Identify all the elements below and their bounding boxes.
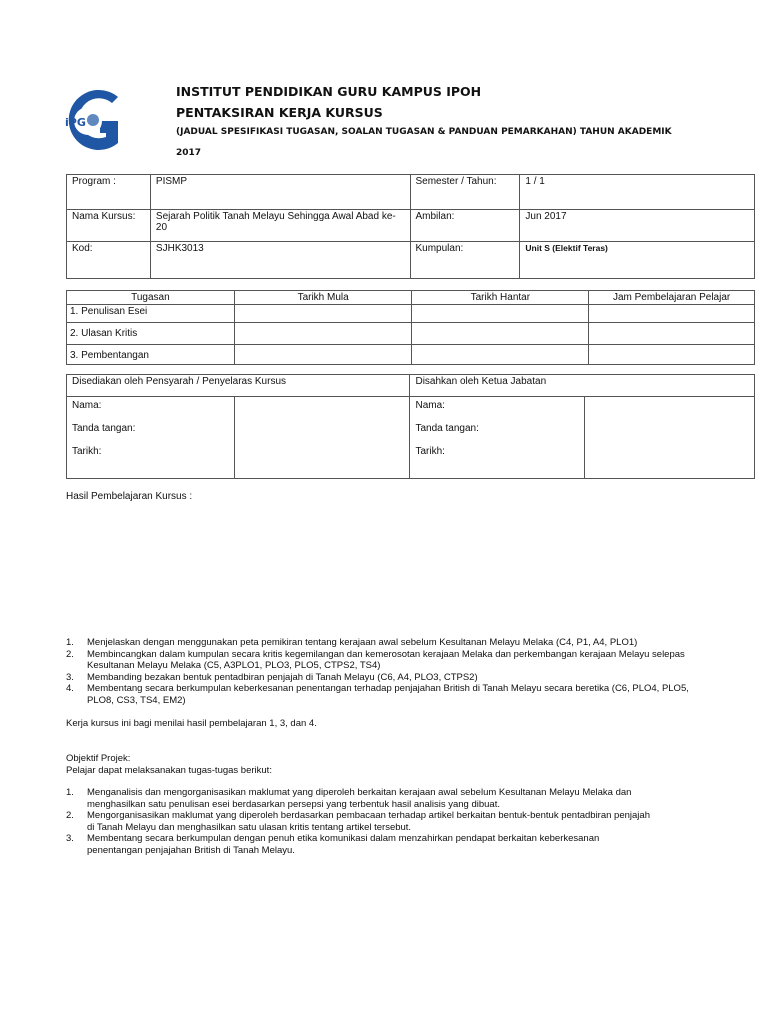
header-task: Tugasan (67, 291, 235, 305)
ipg-logo (60, 85, 126, 155)
list-item: 1. Menganalisis dan mengorganisasikan maklumat yang diperoleh berkaitan kerajaan awal sebelum Kesultanan Melayu Melaka dan menghasilkan satu penulisan esei berdasarkan persepsi yang terbentuk hasil analisis yang dibuat. (66, 787, 632, 810)
semester-value: 1 / 1 (520, 175, 755, 210)
program-label: Program : (67, 175, 151, 210)
outcomes-list (66, 637, 706, 706)
document-title: PENTAKSIRAN KERJA KURSUS (176, 105, 383, 120)
course-label: Nama Kursus: (67, 210, 151, 242)
signature-label: Tanda tangan: (415, 423, 479, 434)
group-label: Kumpulan: (410, 242, 520, 279)
head-signature-block (410, 397, 585, 479)
semester-label: Semester / Tahun: (410, 175, 520, 210)
date-label: Tarikh: (72, 446, 102, 457)
prepared-by-label: Disediakan oleh Pensyarah / Penyelaras Kursus (67, 375, 410, 397)
header-learning-hours: Jam Pembelajaran Pelajar (589, 291, 755, 305)
institution-name: INSTITUT PENDIDIKAN GURU KAMPUS IPOH (176, 84, 482, 99)
name-label: Nama: (415, 400, 445, 411)
task-essay: 1. Penulisan Esei (67, 305, 235, 323)
header-submit-date: Tarikh Hantar (412, 291, 589, 305)
program-value: PISMP (150, 175, 410, 210)
code-value: SJHK3013 (150, 242, 410, 279)
logo-text: iPG (65, 116, 86, 129)
group-value: Unit S (Elektif Teras) (520, 242, 755, 279)
outcomes-heading: Hasil Pembelajaran Kursus : (66, 491, 193, 502)
list-item: 3. Membentang secara berkumpulan dengan penuh etika komunikasi dalam menzahirkan pendapat berkaitan keberkesanan penentangan penjajahan British di Tanah Melayu. (66, 833, 600, 856)
document-subtitle: (JADUAL SPESIFIKASI TUGASAN, SOALAN TUGASAN & PANDUAN PEMARKAHAN) TAHUN AKADEMIK (176, 127, 672, 137)
header-start-date: Tarikh Mula (234, 291, 412, 305)
objective-list (66, 787, 656, 856)
date-label: Tarikh: (415, 446, 445, 457)
list-item: 2. Mengorganisasikan maklumat yang diperoleh berdasarkan pembacaan terhadap artikel berkaitan bentuk-bentuk pentadbiran penjajah di Tanah Melayu dan menghasilkan satu ulasan kritis tentang artikel tersebut. (66, 810, 650, 833)
intake-label: Ambilan: (410, 210, 520, 242)
signature-label: Tanda tangan: (72, 423, 136, 434)
course-info-table (66, 174, 755, 279)
list-item: 2. Membincangkan dalam kumpulan secara kritis kegemilangan dan kemerosotan kerajaan Melaka dan perkembangan kerajaan Melayu selepas Kesultanan Melayu Melaka (C5, A3PLO1, PLO3, PLO5, CTPS2, TS4) (66, 648, 685, 671)
name-label: Nama: (72, 400, 102, 411)
objective-heading: Objektif Projek: (66, 753, 131, 764)
approval-table (66, 374, 755, 479)
course-value: Sejarah Politik Tanah Melayu Sehingga Awal Abad ke-20 (150, 210, 410, 242)
lecturer-signature-block (67, 397, 235, 479)
list-item: 4. Membentang secara berkumpulan keberkesanan penentangan terhadap penjajahan British di Tanah Melayu secara beretika (C6, PLO4, PLO5, PLO8, CS3, TS4, EM2) (66, 683, 689, 706)
task-schedule-table (66, 290, 755, 365)
code-label: Kod: (67, 242, 151, 279)
intake-value: Jun 2017 (520, 210, 755, 242)
academic-year: 2017 (176, 148, 202, 158)
list-item: 1. Menjelaskan dengan menggunakan peta pemikiran tentang kerajaan awal sebelum Kesultanan Melayu Melaka (C4, P1, A4, PLO1) (66, 637, 638, 648)
task-critical-review: 2. Ulasan Kritis (67, 323, 235, 345)
approved-by-label: Disahkan oleh Ketua Jabatan (410, 375, 755, 397)
outcomes-note: Kerja kursus ini bagi menilai hasil pembelajaran 1, 3, dan 4. (66, 718, 317, 729)
task-presentation: 3. Pembentangan (67, 345, 235, 365)
objective-intro: Pelajar dapat melaksanakan tugas-tugas berikut: (66, 765, 272, 776)
list-item: 3. Membanding bezakan bentuk pentadbiran penjajah di Tanah Melayu (C6, A4, PLO3, CTPS2) (66, 671, 478, 683)
